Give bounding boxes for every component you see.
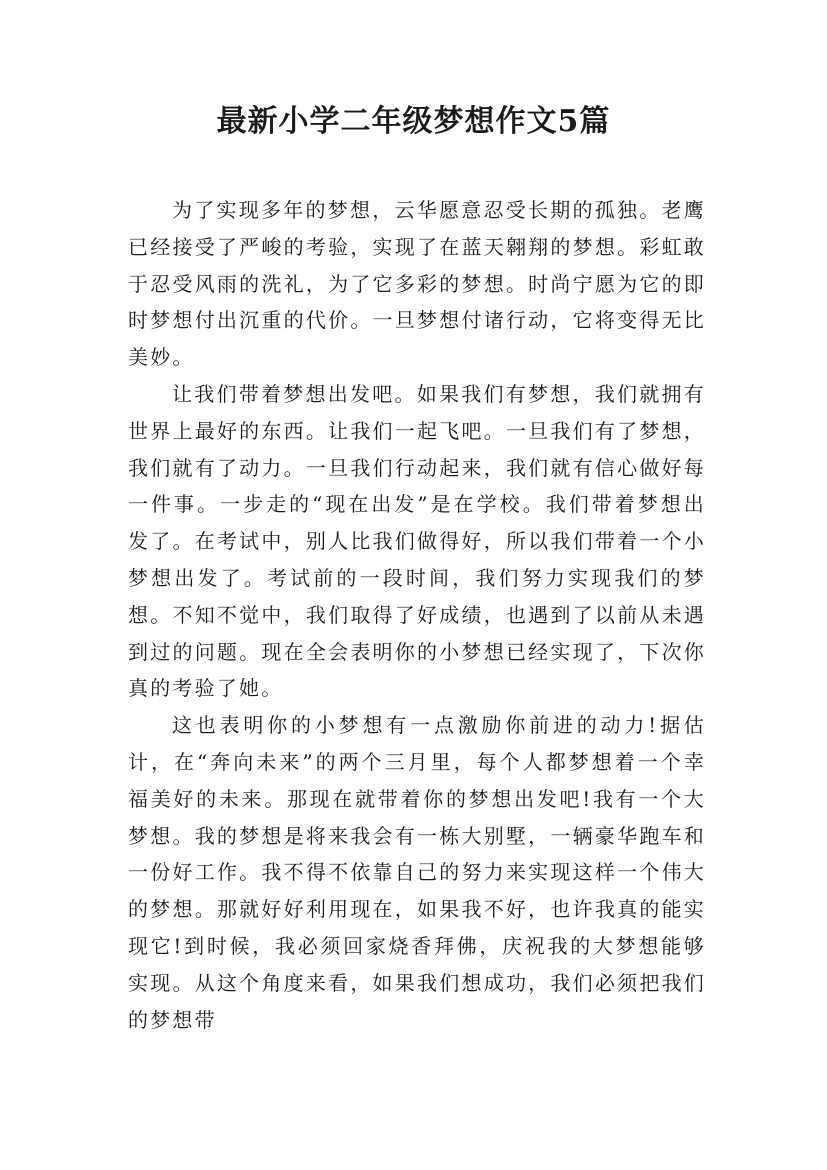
paragraph-2: 让我们带着梦想出发吧。如果我们有梦想，我们就拥有世界上最好的东西。让我们一起飞吧。一旦我们有了梦想，我们就有了动力。一旦我们行动起来，我们就有信心做好每一件事。一步走的“现在出发”是在学校。我们带着梦想出发了。在考试中，别人比我们做得好，所以我们带着一个小梦想出发了。考试前的一段时间，我们努力实现我们的梦想。不知不觉中，我们取得了好成绩，也遇到了以前从未遇到过的问题。现在全会表明你的小梦想已经实现了，下次你真的考验了她。 (128, 381, 706, 701)
paragraph-3: 这也表明你的小梦想有一点激励你前进的动力!据估计，在“奔向未来”的两个三月里，每个人都梦想着一个幸福美好的未来。那现在就带着你的梦想出发吧!我有一个大梦想。我的梦想是将来我会有一栋大别墅，一辆豪华跑车和一份好工作。我不得不依靠自己的努力来实现这样一个伟大的梦想。那就好好利用现在，如果我不好，也许我真的能实现它!到时候，我必须回家烧香拜佛，庆祝我的大梦想能够实现。从这个角度来看，如果我们想成功，我们必须把我们的梦想带 (128, 713, 706, 1032)
document-title: 最新小学二年级梦想作文5篇 (216, 104, 611, 139)
paragraph-1: 为了实现多年的梦想，云华愿意忍受长期的孤独。老鹰已经接受了严峻的考验，实现了在蓝天翱翔的梦想。彩虹敢于忍受风雨的洗礼，为了它多彩的梦想。时尚宁愿为它的即时梦想付出沉重的代价。一旦梦想付诸行动，它将变得无比美妙。 (128, 198, 706, 370)
document-body (128, 192, 706, 1038)
